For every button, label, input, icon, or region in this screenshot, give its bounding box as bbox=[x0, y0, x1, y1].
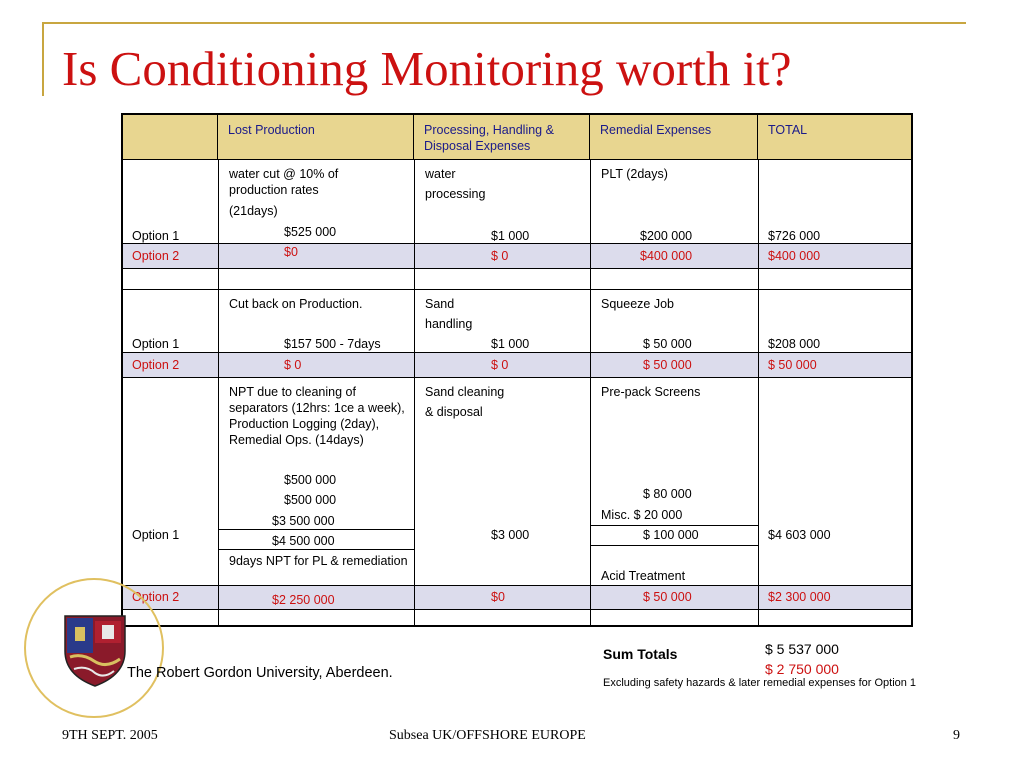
s2-option2-label: Option 2 bbox=[132, 358, 180, 372]
header-lost-production-label: Lost Production bbox=[228, 123, 315, 137]
header-lost-production bbox=[218, 115, 414, 160]
s1-option2-rem: $400 000 bbox=[640, 249, 693, 263]
s3-lost-value-2: $500 000 bbox=[284, 493, 337, 507]
cost-comparison-table bbox=[121, 113, 913, 627]
s3-option1-total: $4 603 000 bbox=[768, 528, 831, 542]
top-accent-line bbox=[42, 22, 966, 24]
s3-proc-desc-2: & disposal bbox=[425, 405, 483, 419]
s3-option2-total: $2 300 000 bbox=[768, 590, 831, 604]
s3-option1-proc: $3 000 bbox=[491, 528, 530, 542]
s3-lost-value-1: $500 000 bbox=[284, 473, 337, 487]
s2-proc-desc-2: handling bbox=[425, 317, 473, 331]
sum-option2: $ 2 750 000 bbox=[765, 661, 839, 677]
s2-option1-lost: $157 500 - 7days bbox=[284, 337, 381, 351]
s2-option2-lost: $ 0 bbox=[284, 358, 302, 372]
s1-lost-desc-3: (21days) bbox=[229, 204, 278, 218]
s1-option1-rem: $200 000 bbox=[640, 229, 693, 243]
s3-lost-desc: NPT due to cleaning of separators (12hrs: 1ce a week), Production Logging (2day), Remedial Ops. (14days) bbox=[229, 385, 405, 447]
header-total-label: TOTAL bbox=[768, 123, 808, 137]
page-number: 9 bbox=[953, 728, 960, 743]
s3-option2-rem: $ 50 000 bbox=[643, 590, 692, 604]
s2-rem-desc: Squeeze Job bbox=[601, 297, 674, 311]
s1-proc-desc-1: water bbox=[425, 167, 456, 181]
column-divider-1 bbox=[218, 160, 219, 625]
s3-rem-misc: Misc. $ 20 000 bbox=[601, 508, 683, 522]
s2-proc-desc-1: Sand bbox=[425, 297, 455, 311]
s1-rem-desc: PLT (2days) bbox=[601, 167, 668, 181]
section-divider-1 bbox=[123, 289, 911, 290]
s1-option2-label: Option 2 bbox=[132, 249, 180, 263]
s2-option2-rem: $ 50 000 bbox=[643, 358, 692, 372]
s3-option1-label: Option 1 bbox=[132, 528, 180, 542]
left-accent-line bbox=[42, 22, 44, 96]
s3-lost-line-1 bbox=[218, 529, 414, 530]
s1-option1-proc: $1 000 bbox=[491, 229, 530, 243]
footer-event: Subsea UK/OFFSHORE EUROPE bbox=[389, 728, 586, 743]
column-divider-4 bbox=[758, 160, 759, 625]
s3-rem-acid: Acid Treatment bbox=[601, 569, 686, 583]
s3-lost-value-4: $4 500 000 bbox=[272, 534, 335, 548]
s2-option1-rem: $ 50 000 bbox=[643, 337, 692, 351]
header-remedial-label: Remedial Expenses bbox=[600, 123, 712, 137]
s2-option1-total: $208 000 bbox=[768, 337, 821, 351]
s3-rem-line-1 bbox=[590, 525, 758, 526]
footer-date: 9TH SEPT. 2005 bbox=[62, 728, 158, 743]
s1-option1-lost: $525 000 bbox=[284, 225, 337, 239]
s1-option2-proc: $ 0 bbox=[491, 249, 509, 263]
s3-lost-note: 9days NPT for PL & remediation bbox=[229, 554, 408, 568]
section-divider-2 bbox=[123, 377, 911, 378]
s3-rem-desc: Pre-pack Screens bbox=[601, 385, 701, 399]
s1-proc-desc-2: processing bbox=[425, 187, 486, 201]
sum-option1: $ 5 537 000 bbox=[765, 641, 839, 657]
s1-lost-desc-1: water cut @ 10% of bbox=[229, 167, 339, 181]
column-divider-3 bbox=[590, 160, 591, 625]
s1-option2-total: $400 000 bbox=[768, 249, 821, 263]
sum-totals-label: Sum Totals bbox=[603, 646, 678, 662]
header-processing-label: Processing, Handling & Disposal Expenses bbox=[424, 123, 554, 153]
s3-proc-desc-1: Sand cleaning bbox=[425, 385, 505, 399]
slide-title: Is Conditioning Monitoring worth it? bbox=[62, 41, 792, 96]
s2-option2-proc: $ 0 bbox=[491, 358, 509, 372]
university-name: The Robert Gordon University, Aberdeen. bbox=[127, 665, 393, 681]
university-crest-icon bbox=[62, 613, 128, 689]
s3-rem-value-1: $ 80 000 bbox=[643, 487, 692, 501]
s1-lost-desc-2: production rates bbox=[229, 183, 319, 197]
s3-option2-label: Option 2 bbox=[132, 590, 180, 604]
s2-option2-total: $ 50 000 bbox=[768, 358, 817, 372]
header-empty-cell bbox=[123, 115, 218, 160]
s3-lost-line-2 bbox=[218, 549, 414, 550]
sum-note: Excluding safety hazards & later remedial expenses for Option 1 bbox=[603, 677, 917, 689]
s1-option2-lost: $0 bbox=[284, 245, 298, 259]
s3-option2-lost: $2 250 000 bbox=[272, 593, 335, 607]
header-remedial bbox=[590, 115, 758, 160]
s2-option1-label: Option 1 bbox=[132, 337, 180, 351]
header-total bbox=[758, 115, 911, 160]
s3-rem-value-3: $ 100 000 bbox=[643, 528, 699, 542]
s2-lost-desc: Cut back on Production. bbox=[229, 297, 363, 311]
header-processing bbox=[414, 115, 590, 160]
s3-option2-proc: $0 bbox=[491, 590, 505, 604]
s1-option1-label: Option 1 bbox=[132, 229, 180, 243]
column-divider-2 bbox=[414, 160, 415, 625]
s1-option1-total: $726 000 bbox=[768, 229, 821, 243]
s2-option1-proc: $1 000 bbox=[491, 337, 530, 351]
s3-rem-line-2 bbox=[590, 545, 758, 546]
s3-lost-value-3: $3 500 000 bbox=[272, 514, 335, 528]
